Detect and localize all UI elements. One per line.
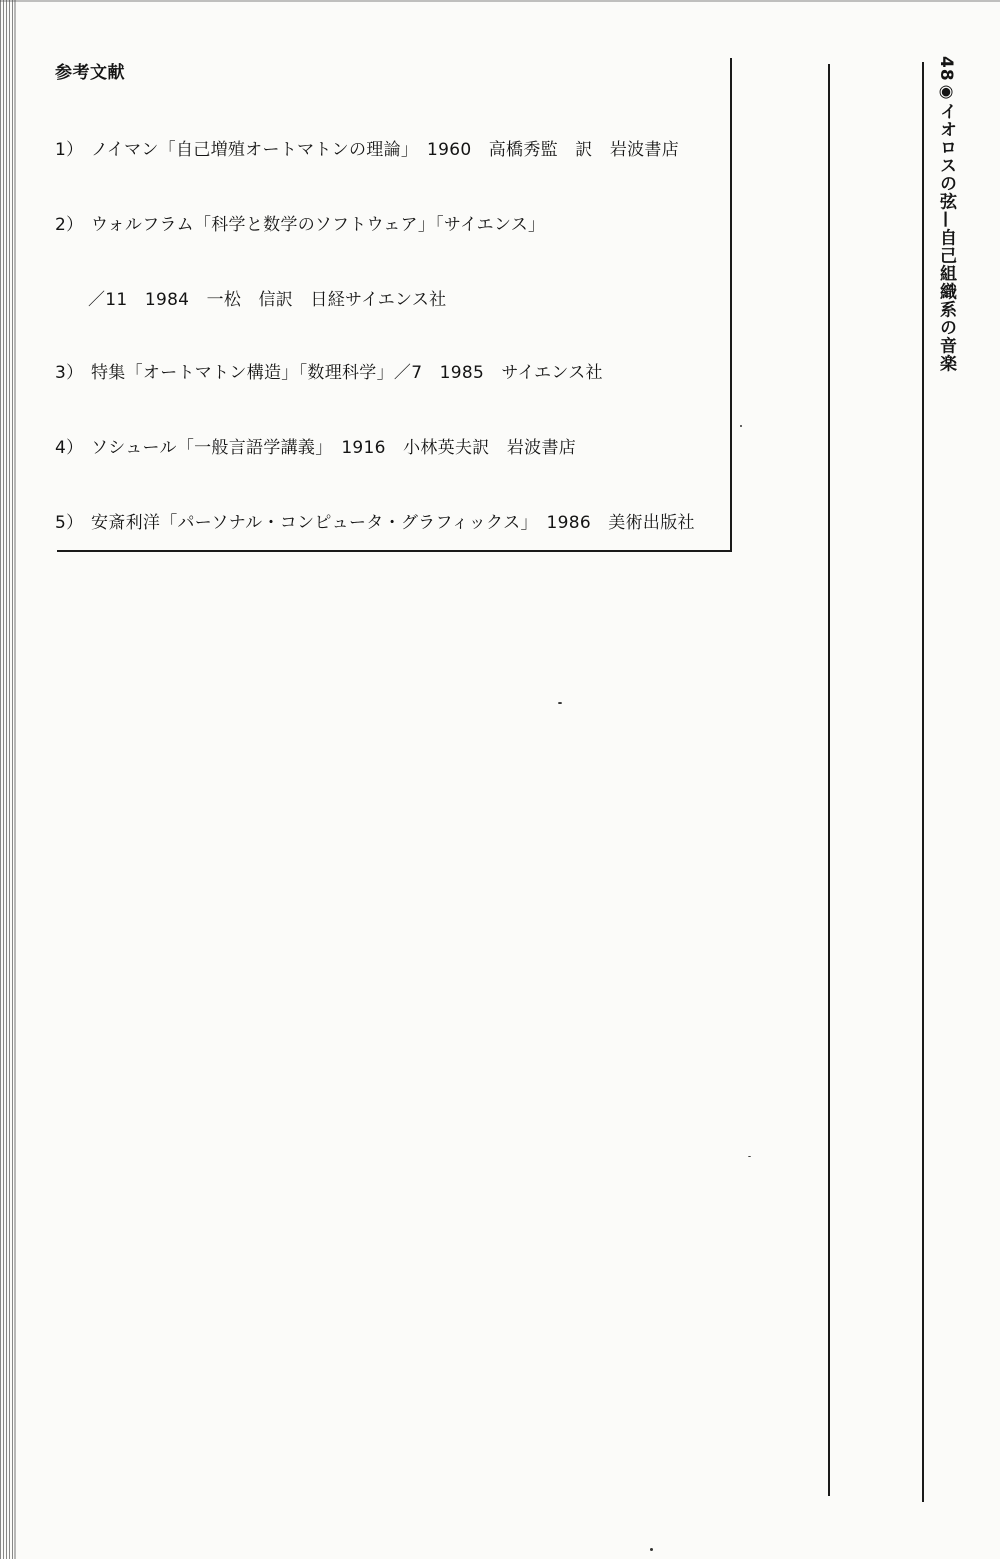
reference-number: 1） — [55, 140, 84, 160]
reference-text: ウォルフラム「科学と数学のソフトウェア」「サイエンス」 — [91, 215, 546, 235]
scan-speck — [748, 1156, 751, 1157]
reference-entry-2-continued — [88, 285, 446, 310]
reference-number: 5） — [55, 513, 84, 533]
margin-rule-right — [922, 62, 924, 1502]
running-header: 48◉イオロスの弦—自己組織系の音楽 — [936, 56, 956, 373]
references-heading: 参考文献 — [55, 63, 125, 83]
reference-number: 3） — [55, 363, 84, 383]
reference-entry-2 — [55, 210, 545, 235]
references-frame-right-rule — [730, 58, 732, 552]
reference-text: ノイマン「自己増殖オートマトンの理論」 1960 高橋秀監 訳 岩波書店 — [91, 140, 680, 160]
reference-entry-1 — [55, 135, 679, 160]
references-section — [0, 0, 1000, 600]
reference-entry-3 — [55, 358, 603, 383]
reference-text: ／11 1984 一松 信訳 日経サイエンス社 — [88, 290, 447, 310]
reference-text: ソシュール「一般言語学講義」 1916 小林英夫訳 岩波書店 — [91, 438, 577, 458]
scan-speck — [740, 425, 742, 427]
reference-text: 安斎利洋「パーソナル・コンピュータ・グラフィックス」 1986 美術出版社 — [91, 513, 695, 533]
references-frame-bottom-rule — [57, 550, 732, 552]
reference-entry-4 — [55, 433, 576, 458]
margin-rule-left — [828, 64, 830, 1496]
reference-number: 2） — [55, 215, 84, 235]
reference-number: 4） — [55, 438, 84, 458]
scan-speck — [650, 1548, 653, 1551]
scan-speck — [558, 702, 562, 704]
reference-text: 特集「オートマトン構造」「数理科学」／7 1985 サイエンス社 — [91, 363, 603, 383]
reference-entry-5 — [55, 508, 695, 533]
